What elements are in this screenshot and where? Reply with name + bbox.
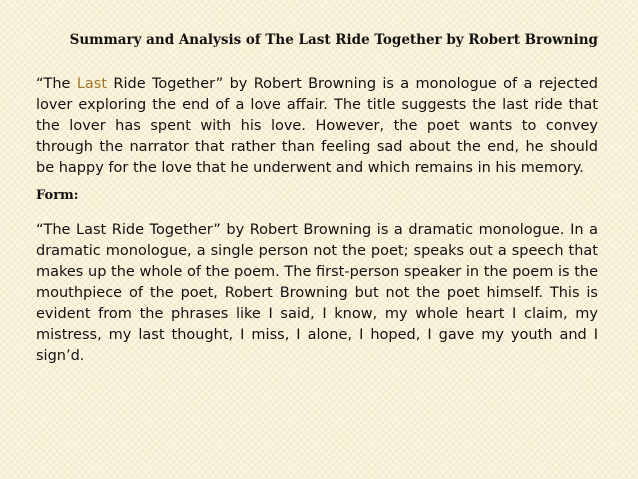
- summary-paragraph: [36, 74, 598, 179]
- form-heading: Form:: [36, 188, 79, 203]
- summary-text-rest: Ride Together” by Robert Browning is a monologue of a rejected lover exploring the end of a love affair. The title suggests the last ride that the lover has spent with his love. However, the poet wants to convey through the narrator that rather than feeling sad about the end, he should be happy for the love that he underwent and which remains in his memory.: [36, 76, 598, 176]
- form-paragraph: “The Last Ride Together” by Robert Browning is a dramatic monologue. In a dramatic monologue, a single person not the poet; speaks out a speech that makes up the whole of the poem. The first-person speaker in the poem is the mouthpiece of the poet, Robert Browning but not the poet himself. This is evident from the phrases like I said, I know, my whole heart I claim, my mistress, my last thought, I miss, I alone, I hoped, I gave my youth and I sign’d.: [36, 222, 598, 364]
- summary-text-start: “The: [36, 76, 77, 92]
- summary-accent-word: Last: [76, 76, 108, 92]
- slide-title: Summary and Analysis of The Last Ride Together by Robert Browning: [69, 32, 598, 48]
- slide-content: [36, 30, 598, 367]
